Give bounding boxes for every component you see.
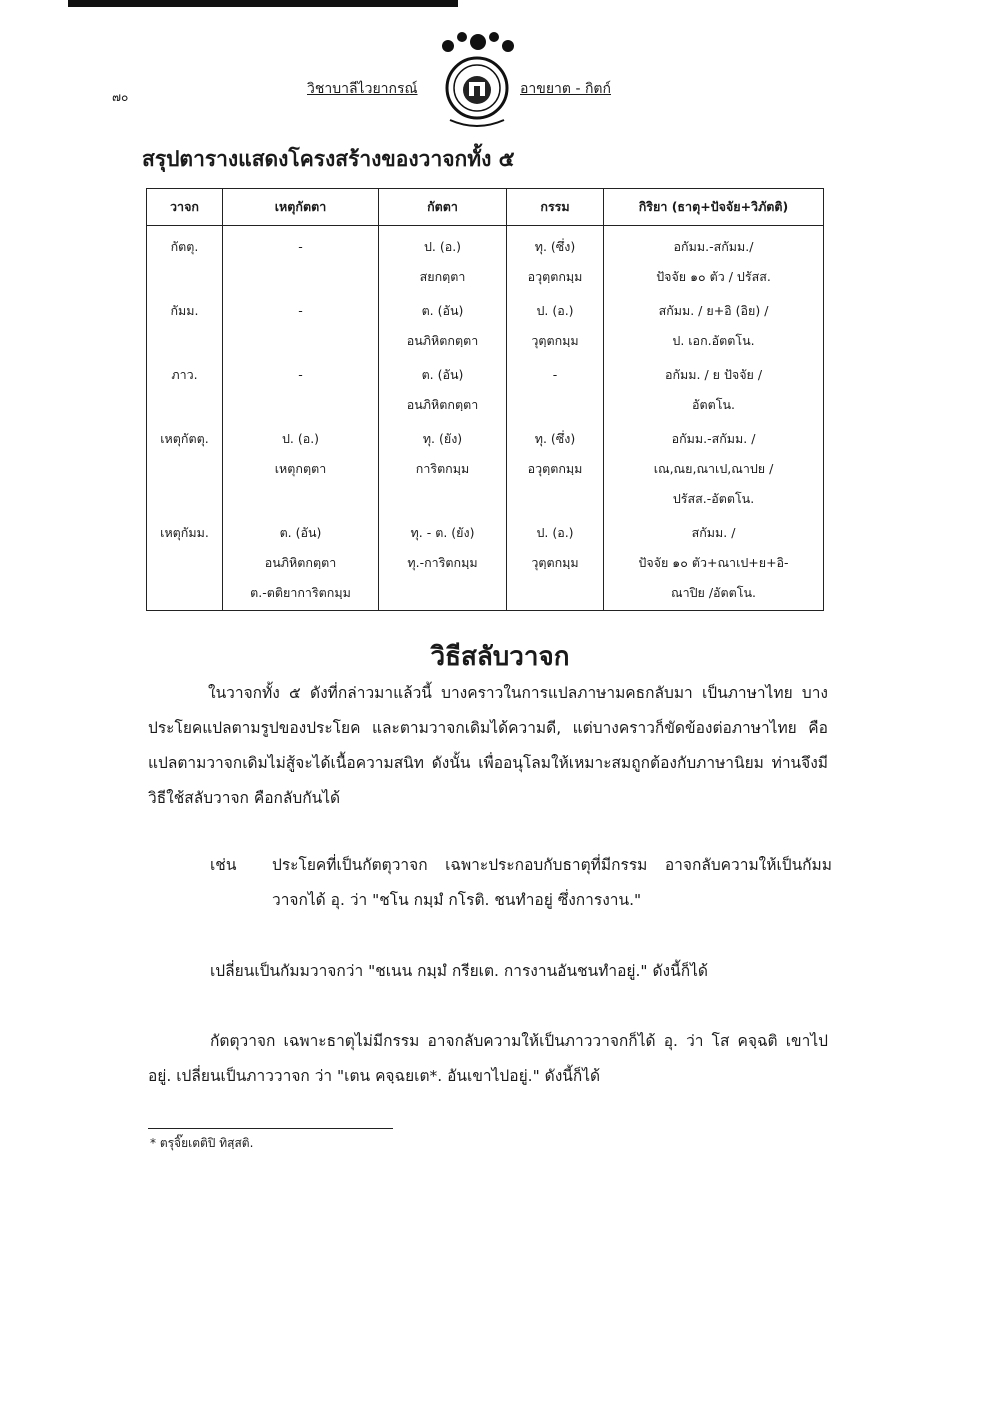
table-cell: -: [223, 358, 379, 422]
table-row: [147, 294, 824, 358]
table-cell: ทุ. - ต. (ยัง) ทุ.-การิตกมฺม: [379, 516, 507, 611]
section-title: วิธีสลับวาจก: [430, 642, 570, 672]
table-cell: ป. (อ.) วุตฺตกมฺม: [507, 294, 604, 358]
table-cell: อกัมม.-สกัมม./ ปัจจัย ๑๐ ตัว / ปรัสส.: [604, 226, 824, 295]
table-row: [147, 516, 824, 611]
column-header: กัตตา: [379, 189, 507, 226]
table-cell: เหตุกัมม.: [147, 516, 223, 611]
table-cell: อกัมม. / ย ปัจจัย / อัตตโน.: [604, 358, 824, 422]
column-header: กรรม: [507, 189, 604, 226]
table-cell: เหตุกัตตุ.: [147, 422, 223, 516]
paragraph-passive: เปลี่ยนเป็นกัมมวาจกว่า "ชเนน กมฺมํ กรียเต. การงานอันชนทำอยู่." ดังนี้ก็ได้: [210, 962, 708, 980]
table-cell: ทุ. (ซึ่ง) อวุตฺตกมฺม: [507, 422, 604, 516]
summary-title: สรุปตารางแสดงโครงสร้างของวาจกทั้ง ๕: [142, 147, 515, 171]
page-header: [112, 32, 672, 132]
table-cell: กัตตุ.: [147, 226, 223, 295]
column-header: กิริยา (ธาตุ+ปัจจัย+วิภัตติ): [604, 189, 824, 226]
example-body: ประโยคที่เป็นกัตตุวาจก เฉพาะประกอบกับธาตุที่มีกรรม อาจกลับความให้เป็นกัมมวาจกได้ อุ. ว่า "ชโน กมฺมํ กโรติ. ชนทำอยู่ ซึ่งการงาน.": [272, 856, 832, 909]
table-cell: ป. (อ.) เหตุกตฺตา: [223, 422, 379, 516]
table-cell: อกัมม.-สกัมม. / เณ,ณย,ณาเป,ณาปย / ปรัสส.-อัตตโน.: [604, 422, 824, 516]
table-cell: ทุ. (ซึ่ง) อวุตฺตกมฺม: [507, 226, 604, 295]
table-row: [147, 422, 824, 516]
header-book-title: วิชาบาลีไวยากรณ์: [307, 81, 418, 97]
table-cell: ภาว.: [147, 358, 223, 422]
scan-edge-bar: [68, 0, 458, 7]
table-row: [147, 226, 824, 295]
table-cell: -: [223, 226, 379, 295]
table-cell: -: [223, 294, 379, 358]
table-cell: ป. (อ.) สยกตฺตา: [379, 226, 507, 295]
table-cell: กัมม.: [147, 294, 223, 358]
voice-summary-table: [146, 188, 824, 611]
paragraph-intro: ในวาจกทั้ง ๕ ดังที่กล่าวมาแล้วนี้ บางคราวในการแปลภาษามคธกลับมา เป็นภาษาไทย บางประโยคแปลตามรูปของประโยค และตามวาจกเดิมได้ความดี, แต่บางคราวก็ขัดข้องต่อภาษาไทย คือแปลตามวาจกเดิมไม่สู้จะได้เนื้อความสนิท ดังนั้น เพื่ออนุโลมให้เหมาะสมถูกต้องกับภาษานิยม ท่านจึงมีวิธีใช้สลับวาจก คือกลับกันได้: [148, 684, 828, 807]
example-lead: เช่น: [210, 856, 237, 874]
table-row: [147, 358, 824, 422]
footnote: * ตรุจิ๊ยเตติปิ ทิสฺสติ.: [150, 1136, 254, 1150]
paragraph-impersonal: กัตตุวาจก เฉพาะธาตุไม่มีกรรม อาจกลับความให้เป็นภาววาจกก็ได้ อุ. ว่า โส คจฺฉติ เขาไปอยู่. เปลี่ยนเป็นภาววาจก ว่า "เตน คจฺฉยเต*. อันเขาไปอยู่." ดังนี้ก็ได้: [148, 1032, 828, 1085]
table-cell: ทุ. (ยัง) การิตกมฺม: [379, 422, 507, 516]
table-cell: ต. (อัน) อนภิหิตกตฺตา ต.-ตติยาการิตกมฺม: [223, 516, 379, 611]
table-cell: -: [507, 358, 604, 422]
column-header: วาจก: [147, 189, 223, 226]
emblem-seal-icon: [438, 32, 516, 132]
table-cell: ต. (อัน) อนภิหิตกตฺตา: [379, 294, 507, 358]
table-cell: สกัมม. / ย+อิ (อิย) / ป. เอก.อัตตโน.: [604, 294, 824, 358]
column-header: เหตุกัตตา: [223, 189, 379, 226]
table-cell: ต. (อัน) อนภิหิตกตฺตา: [379, 358, 507, 422]
page-number: ๗๐: [112, 90, 129, 104]
header-chapter-title: อาขยาต - กิตก์: [520, 81, 611, 97]
table-cell: ป. (อ.) วุตฺตกมฺม: [507, 516, 604, 611]
table-header-row: [147, 189, 824, 226]
footnote-divider: [148, 1128, 393, 1129]
table-cell: สกัมม. / ปัจจัย ๑๐ ตัว+ณาเป+ย+อิ- ณาปิย /อัตตโน.: [604, 516, 824, 611]
